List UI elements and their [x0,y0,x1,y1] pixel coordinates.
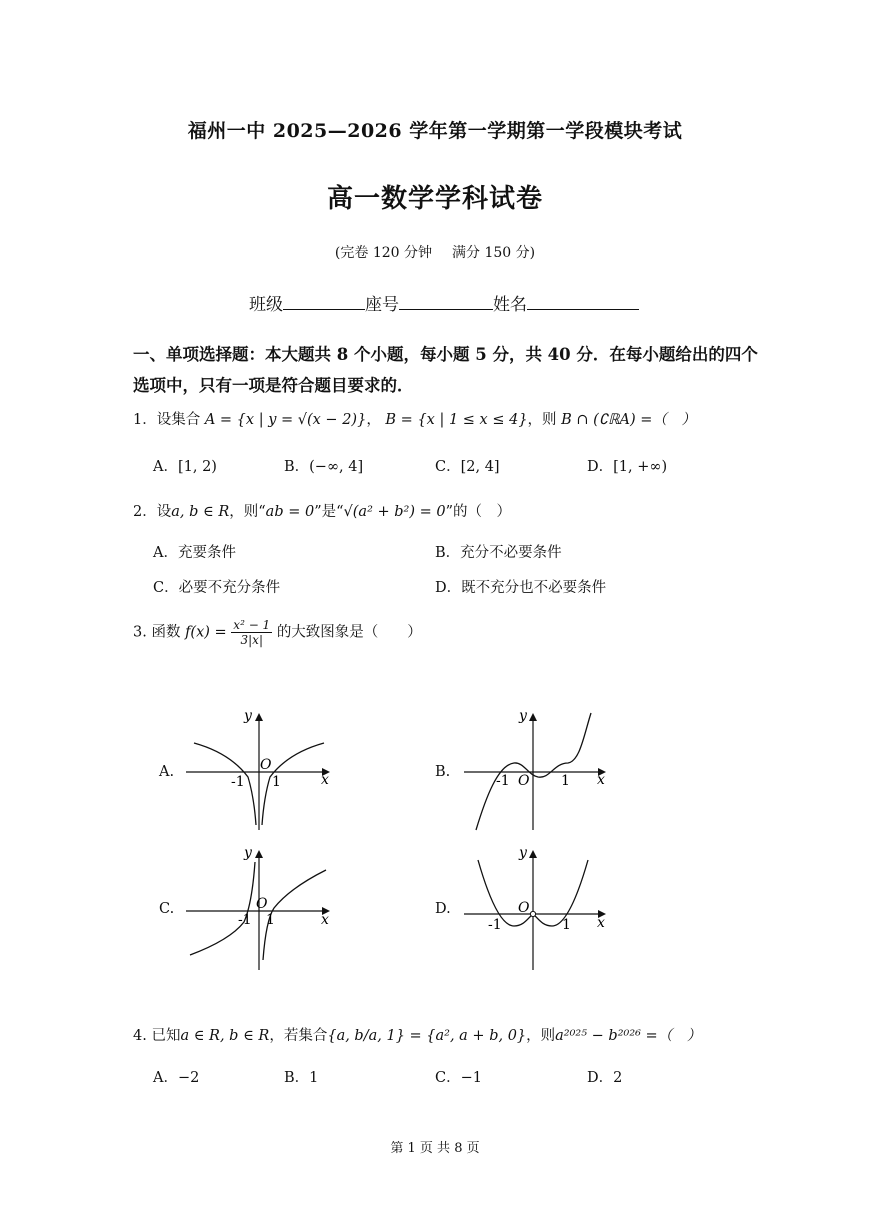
y-label: y [519,845,527,861]
y-label: y [244,845,252,861]
curve-right [533,860,588,926]
q3-option-b-label[interactable]: B. [435,764,451,780]
question-1: 1．设集合 A = {x | y = √(x − 2)}， B = {x | 1 ≤ x ≤ 4}，则 B ∩ (∁ℝA) =（ ） [133,412,696,428]
origin-label: O [260,757,272,773]
q3-graph-a[interactable] [180,705,340,835]
q3-denominator: 3|x| [240,633,263,647]
page-footer: 第 1 页 共 8 页 [390,1141,480,1156]
origin-label: O [256,896,268,912]
q3-numerator: x² − 1 [233,618,271,632]
tick-neg-1: -1 [488,917,502,933]
exam-header-title: 福州一中 2025—2026 学年第一学期第一学段模块考试 [187,120,683,142]
q3-graph-b[interactable] [458,705,618,835]
question-2 [133,500,511,521]
q3-tail: 的大致图象是（ ） [276,624,422,641]
q4-text-c: ，则 [526,1028,556,1044]
y-axis-arrow-icon [529,850,537,858]
q2-option-b[interactable]: B．充分不必要条件 [435,545,562,561]
score-note: 满分 150 分) [452,245,536,261]
q4-condition: a ∈ R, b ∈ R [180,1028,270,1044]
exam-duration-note [0,242,870,262]
q4-option-a[interactable]: A．−2 [153,1070,200,1086]
name-field[interactable] [527,293,639,310]
q4-option-d[interactable]: D．2 [587,1070,623,1086]
q4-option-b[interactable]: B．1 [284,1070,319,1086]
q2-q: √(a² + b²) = 0 [343,504,446,520]
y-label: y [519,708,527,724]
name-label: 姓名 [493,295,527,315]
question-4 [133,1024,701,1045]
student-info-line [249,290,639,315]
q4-text-b: ，若集合 [269,1028,328,1044]
q3-option-d-label[interactable]: D. [435,901,451,917]
q1-intro: 1．设集合 [133,412,201,428]
tick-pos-1: 1 [266,912,275,928]
origin-label: O [518,773,530,789]
time-note: (完卷 120 分钟 [334,245,432,261]
q1-option-b[interactable]: B．(−∞, 4] [284,459,364,475]
q1-then: ，则 [527,412,557,428]
q4-set-equation: {a, b/a, 1} = {a², a + b, 0} [327,1028,527,1044]
question-3 [133,618,422,647]
class-label: 班级 [249,295,283,315]
q3-function-name: f(x) = [185,624,227,641]
y-axis-arrow-icon [255,713,263,721]
q2-condition: a, b ∈ R [171,504,230,520]
seat-label: 座号 [365,295,399,315]
origin-label: O [518,900,530,916]
q2-text-d: ”的（ ） [445,504,512,520]
q3-fraction [231,618,272,647]
q2-text-c: ”是“ [314,504,344,520]
tick-pos-1: 1 [561,773,570,789]
tick-pos-1: 1 [562,917,571,933]
q3-intro: 3. 函数 [133,624,181,641]
tick-neg-1: -1 [496,773,510,789]
q2-intro: 2．设 [133,504,172,520]
q1-option-d[interactable]: D．[1, +∞) [587,459,668,475]
subject-title: 高一数学学科试卷 [326,184,543,214]
tick-pos-1: 1 [272,774,281,790]
q1-expression: B ∩ (∁ℝA) =（ ） [561,412,696,428]
q1-set-b: B = {x | 1 ≤ x ≤ 4} [385,412,528,428]
x-label: x [597,772,605,788]
q3-option-c-label[interactable]: C. [159,901,175,917]
hole-point [530,911,535,916]
q2-p: ab = 0 [265,504,315,520]
seat-field[interactable] [399,293,493,310]
curve-left [194,743,256,825]
q1-set-a: A = {x | y = √(x − 2)} [204,412,367,428]
q2-option-d[interactable]: D．既不充分也不必要条件 [435,580,607,596]
q2-option-c[interactable]: C．必要不充分条件 [153,580,281,596]
x-label: x [321,912,329,928]
q4-expression: a²⁰²⁵ − b²⁰²⁶ =（ ） [555,1028,702,1044]
x-label: x [597,915,605,931]
class-field[interactable] [283,293,365,310]
curve-left [478,860,533,926]
section1-heading-line1: 一、单项选择题：本大题共 8 个小题，每小题 5 分，共 40 分．在每小题给出的四个 [133,345,758,364]
y-axis-arrow-icon [529,713,537,721]
y-axis-arrow-icon [255,850,263,858]
q1-option-c[interactable]: C．[2, 4] [435,459,500,475]
q4-option-c[interactable]: C．−1 [435,1070,482,1086]
tick-neg-1: -1 [231,774,245,790]
x-label: x [321,772,329,788]
q3-option-a-label[interactable]: A. [159,764,175,780]
tick-neg-1: -1 [238,912,252,928]
q3-graph-c[interactable] [180,842,340,972]
section1-heading-line2: 选项中，只有一项是符合题目要求的． [133,376,414,395]
q4-intro: 4. 已知 [133,1028,181,1044]
q2-option-a[interactable]: A．充要条件 [153,545,236,561]
q1-option-a[interactable]: A．[1, 2) [153,459,217,475]
q3-graph-d[interactable] [458,842,618,972]
y-label: y [244,708,252,724]
q2-text-b: ，则“ [229,504,266,520]
curve-left [190,862,255,955]
